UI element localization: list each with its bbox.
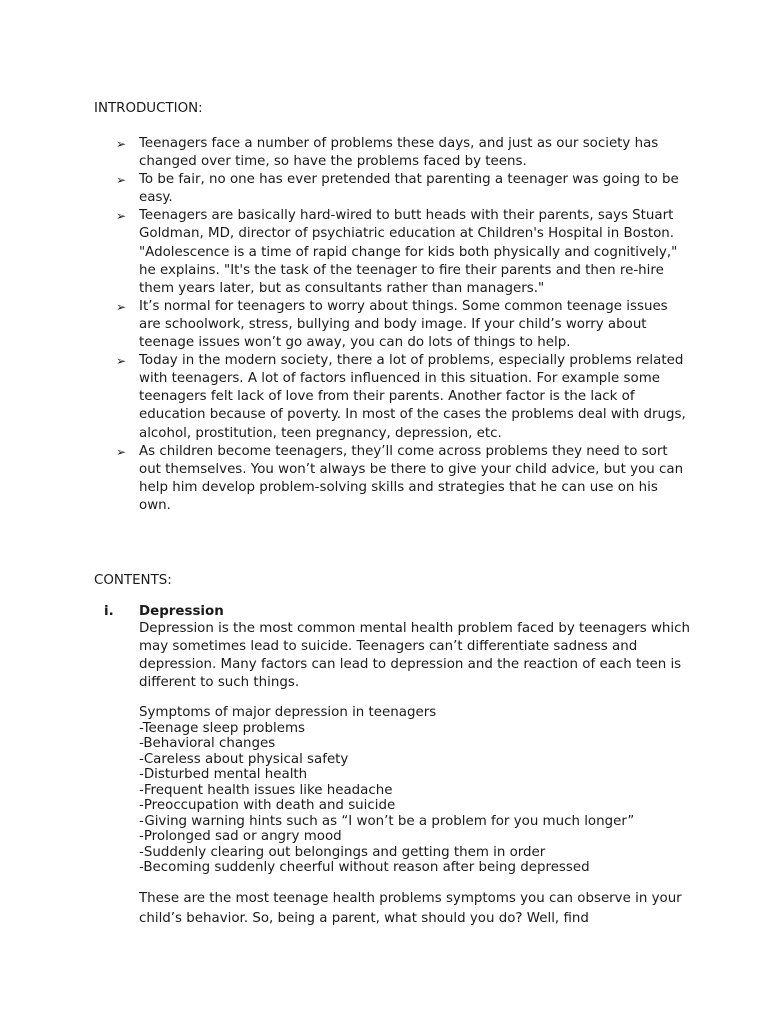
list-item: -Becoming suddenly cheerful without reason after being depressed bbox=[139, 860, 590, 876]
contents-heading: CONTENTS: bbox=[94, 573, 172, 588]
depression-section bbox=[104, 604, 694, 929]
list-item: -Careless about physical safety bbox=[139, 751, 349, 767]
bullet-text: Today in the modern society, there a lot of problems, especially problems related with teenagers. A lot of factors influenced in this situation. For example some teenagers felt lack of love from their parents. Another factor is the lack of education because of poverty. In most of the cases the problems deal with drugs, alcohol, prostitution, teen pregnancy, depression, etc. bbox=[139, 353, 686, 441]
list-item bbox=[116, 135, 686, 171]
list-item bbox=[116, 207, 686, 297]
symptoms-list bbox=[139, 721, 694, 876]
symptoms-intro: Symptoms of major depression in teenagers bbox=[139, 705, 437, 721]
section-number: i. bbox=[104, 604, 114, 619]
arrowhead-bullet-icon: ➢ bbox=[116, 299, 127, 314]
section-title: Depression bbox=[139, 604, 224, 619]
bullet-text: To be fair, no one has ever pretended that parenting a teenager was going to be easy. bbox=[139, 172, 679, 206]
arrowhead-bullet-icon: ➢ bbox=[116, 354, 127, 369]
list-item: -Suddenly clearing out belongings and getting them in order bbox=[139, 844, 546, 860]
bullet-text: Teenagers face a number of problems these days, and just as our society has changed over time, so have the problems faced by teens. bbox=[139, 136, 659, 170]
arrowhead-bullet-icon: ➢ bbox=[116, 444, 127, 459]
bullet-text: Teenagers are basically hard-wired to butt heads with their parents, says Stuart Goldman, MD, director of psychiatric education at Children's Hospital in Boston. "Adolescence is a time of rapid change for kids both physically and cognitively," he explains. "It's the task of the teenager to fire their parents and then re-hire them years later, but as consultants rather than managers." bbox=[139, 208, 678, 296]
list-item bbox=[116, 171, 686, 207]
list-item: -Behavioral changes bbox=[139, 736, 276, 752]
introduction-bullet-list bbox=[116, 135, 686, 515]
list-item: -Prolonged sad or angry mood bbox=[139, 829, 342, 845]
section-body bbox=[139, 620, 694, 929]
list-item: -Preoccupation with death and suicide bbox=[139, 798, 396, 814]
list-item bbox=[116, 298, 686, 352]
bullet-text: It’s normal for teenagers to worry about things. Some common teenage issues are schoolwork, stress, bullying and body image. If your child’s worry about teenage issues won’t go away, you can do lots of things to help. bbox=[139, 298, 668, 351]
list-item bbox=[116, 443, 686, 515]
introduction-heading: INTRODUCTION: bbox=[94, 101, 203, 116]
list-item: -Frequent health issues like headache bbox=[139, 782, 393, 798]
closing-paragraph: These are the most teenage health problems symptoms you can observe in your child’s behavior. So, being a parent, what should you do? Well, find bbox=[139, 890, 682, 926]
list-item: -Teenage sleep problems bbox=[139, 720, 305, 736]
list-item: -Disturbed mental health bbox=[139, 767, 308, 783]
section-title-row bbox=[104, 604, 694, 620]
arrowhead-bullet-icon: ➢ bbox=[116, 209, 127, 224]
section-paragraph: Depression is the most common mental health problem faced by teenagers which may sometimes lead to suicide. Teenagers can’t differentiate sadness and depression. Many factors can lead to depression and the reaction of each teen is different to such things. bbox=[139, 621, 690, 691]
arrowhead-bullet-icon: ➢ bbox=[116, 173, 127, 188]
arrowhead-bullet-icon: ➢ bbox=[116, 137, 127, 151]
list-item: -Giving warning hints such as “I won’t be a problem for you much longer” bbox=[139, 813, 635, 829]
list-item bbox=[116, 352, 686, 442]
bullet-text: As children become teenagers, they’ll come across problems they need to sort out themselves. You won’t always be there to give your child advice, but you can help him develop problem-solving skills and strategies that he can use on his own. bbox=[139, 443, 684, 513]
